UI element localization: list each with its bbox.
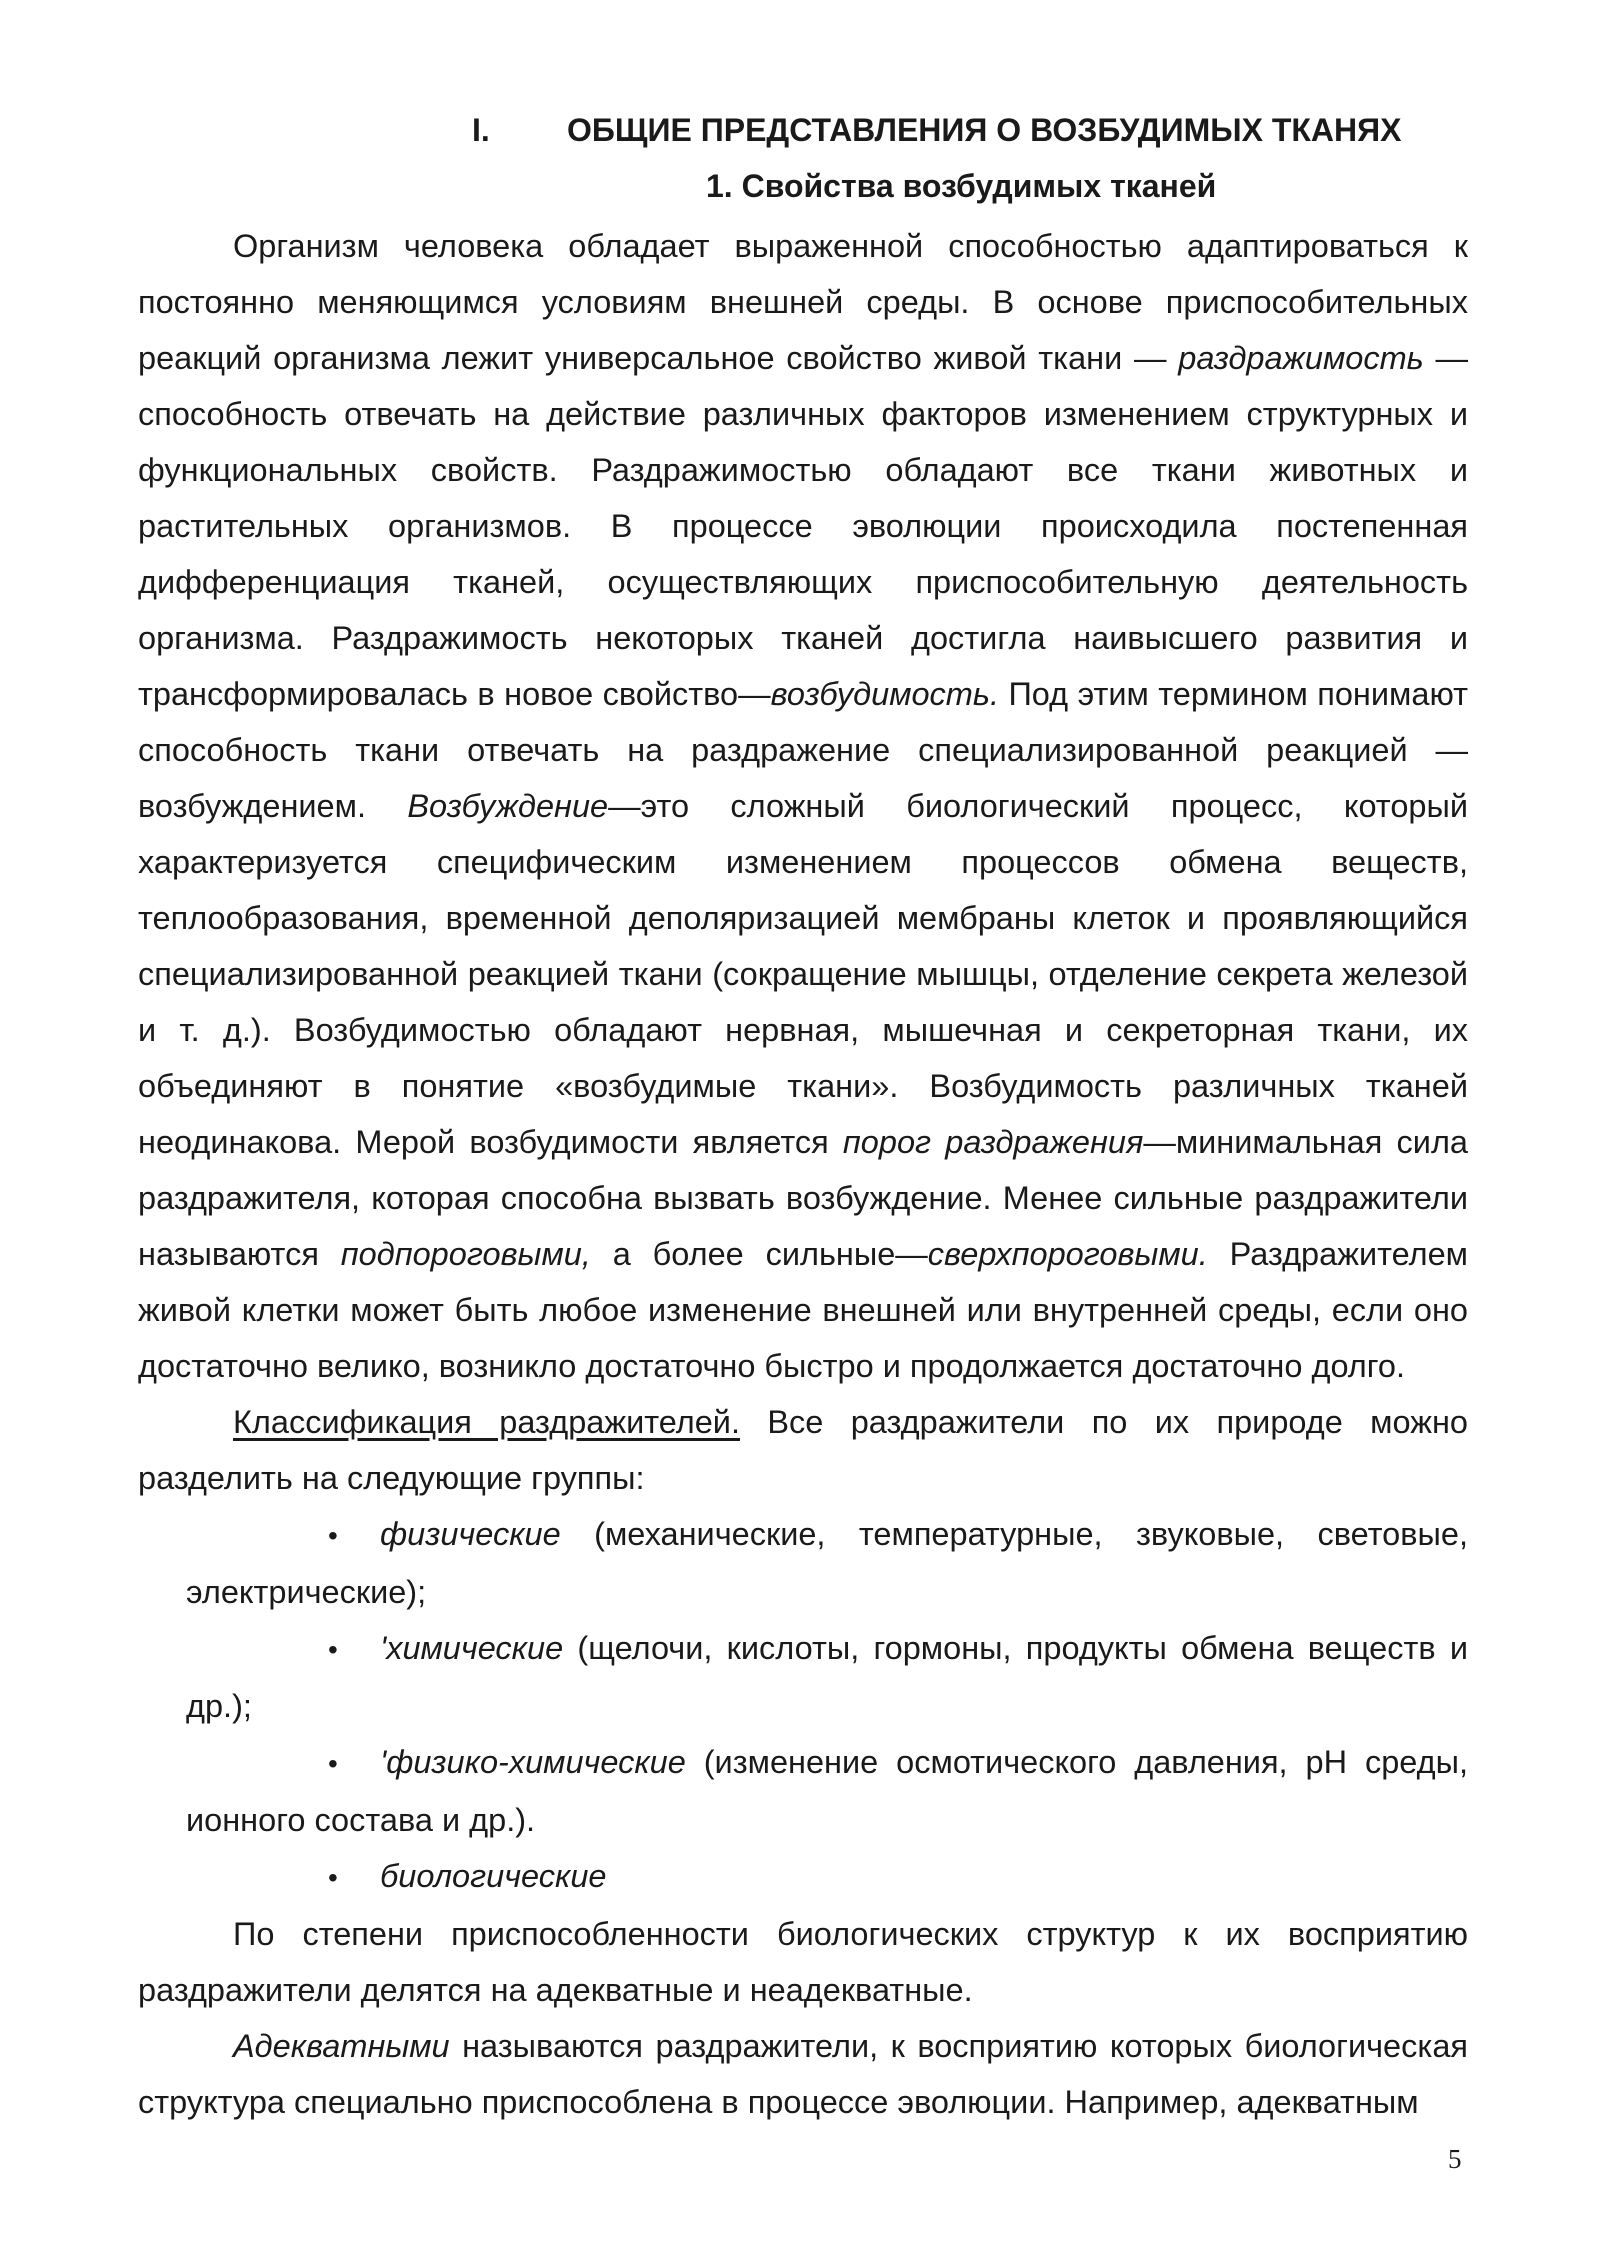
- list-item: • 'физико-химические (изменение осмотического давления, pH среды, ионного состава и др.).: [138, 1734, 1468, 1848]
- page-number: 5: [1448, 2144, 1462, 2174]
- section-heading: 1. Свойства возбудимых тканей: [706, 168, 1217, 204]
- term-excitation: Возбуждение: [407, 788, 609, 824]
- chapter-title: ОБЩИЕ ПРЕДСТАВЛЕНИЯ О ВОЗБУДИМЫХ ТКАНЯХ: [567, 112, 1402, 148]
- term-threshold: порог раздражения: [842, 1124, 1144, 1160]
- term-adequate: Адекватными: [233, 2028, 450, 2064]
- chapter-number: I.: [472, 112, 490, 148]
- paragraph-irritability: Организм человека обладает выраженной способностью адаптироваться к постоянно меняющимся условиям внешней среды. В основе приспособительных реакций организма лежит универсальное свойство живой ткани — раздражимость — способность отвечать на действие различных факторов изменением структурных и функциональных свойств. Раздражимостью обладают все ткани животных и растительных организмов. В процессе эволюции происходила постепенная дифференциация тканей, осуществляющих приспособительную деятельность организма. Раздражимость некоторых тканей достигла наивысшего развития и трансформировалась в новое свойство—возбудимость. Под этим термином понимают способность ткани отвечать на раздражение специализированной реакцией — возбуждением. Возбуждение—это сложный биологический процесс, который характеризуется специфическим изменением процессов обмена веществ, теплообразования, временной деполяризацией мембраны клеток и проявляющийся специализированной реакцией ткани (сокращение мышцы, отделение секрета железой и т. д.). Возбудимостью обладают нервная, мышечная и секреторная ткани, их объединяют в понятие «возбудимые ткани». Возбудимость различных тканей неодинакова. Мерой возбудимости является порог раздражения—минимальная сила раздражителя, которая способна вызвать возбуждение. Менее сильные раздражители называются подпороговыми, а более сильные—сверхпороговыми. Раздражителем живой клетки может быть любое изменение внешней или внутренней среды, если оно достаточно велико, возникло достаточно быстро и продолжается достаточно долго.: [138, 228, 1469, 1384]
- term-suprathreshold: сверхпороговыми.: [927, 1236, 1208, 1272]
- paragraph-adequate: Адекватными называются раздражители, к восприятию которых биологическая структура специально приспособлена в процессе эволюции. Например, адекватным: [138, 2028, 1468, 2120]
- list-item: • физические (механические, температурные, звуковые, световые, электрические);: [138, 1506, 1468, 1620]
- list-item: • биологические: [138, 1848, 1468, 1906]
- bullet-icon: •: [328, 1862, 338, 1893]
- paragraph-classification: Классификация раздражителей. Все раздражители по их природе можно разделить на следующие группы:: [138, 1404, 1468, 1496]
- bullet-icon: •: [328, 1520, 338, 1551]
- term-irritability: раздражимость: [1178, 340, 1424, 376]
- list-item: • 'химические (щелочи, кислоты, гормоны, продукты обмена веществ и др.);: [138, 1620, 1468, 1734]
- paragraph-adequacy: По степени приспособленности биологических структур к их восприятию раздражители делятся на адекватные и неадекватные.: [138, 1916, 1468, 2008]
- bullet-icon: •: [328, 1634, 338, 1665]
- document-body: [138, 218, 1468, 2130]
- term-subthreshold: подпороговыми,: [340, 1236, 591, 1272]
- chapter-heading: [472, 112, 1472, 149]
- classification-heading: Классификация раздражителей.: [233, 1404, 740, 1440]
- term-excitability: возбудимость.: [770, 676, 999, 712]
- stimulus-list: [138, 1506, 1468, 1906]
- bullet-icon: •: [328, 1748, 338, 1779]
